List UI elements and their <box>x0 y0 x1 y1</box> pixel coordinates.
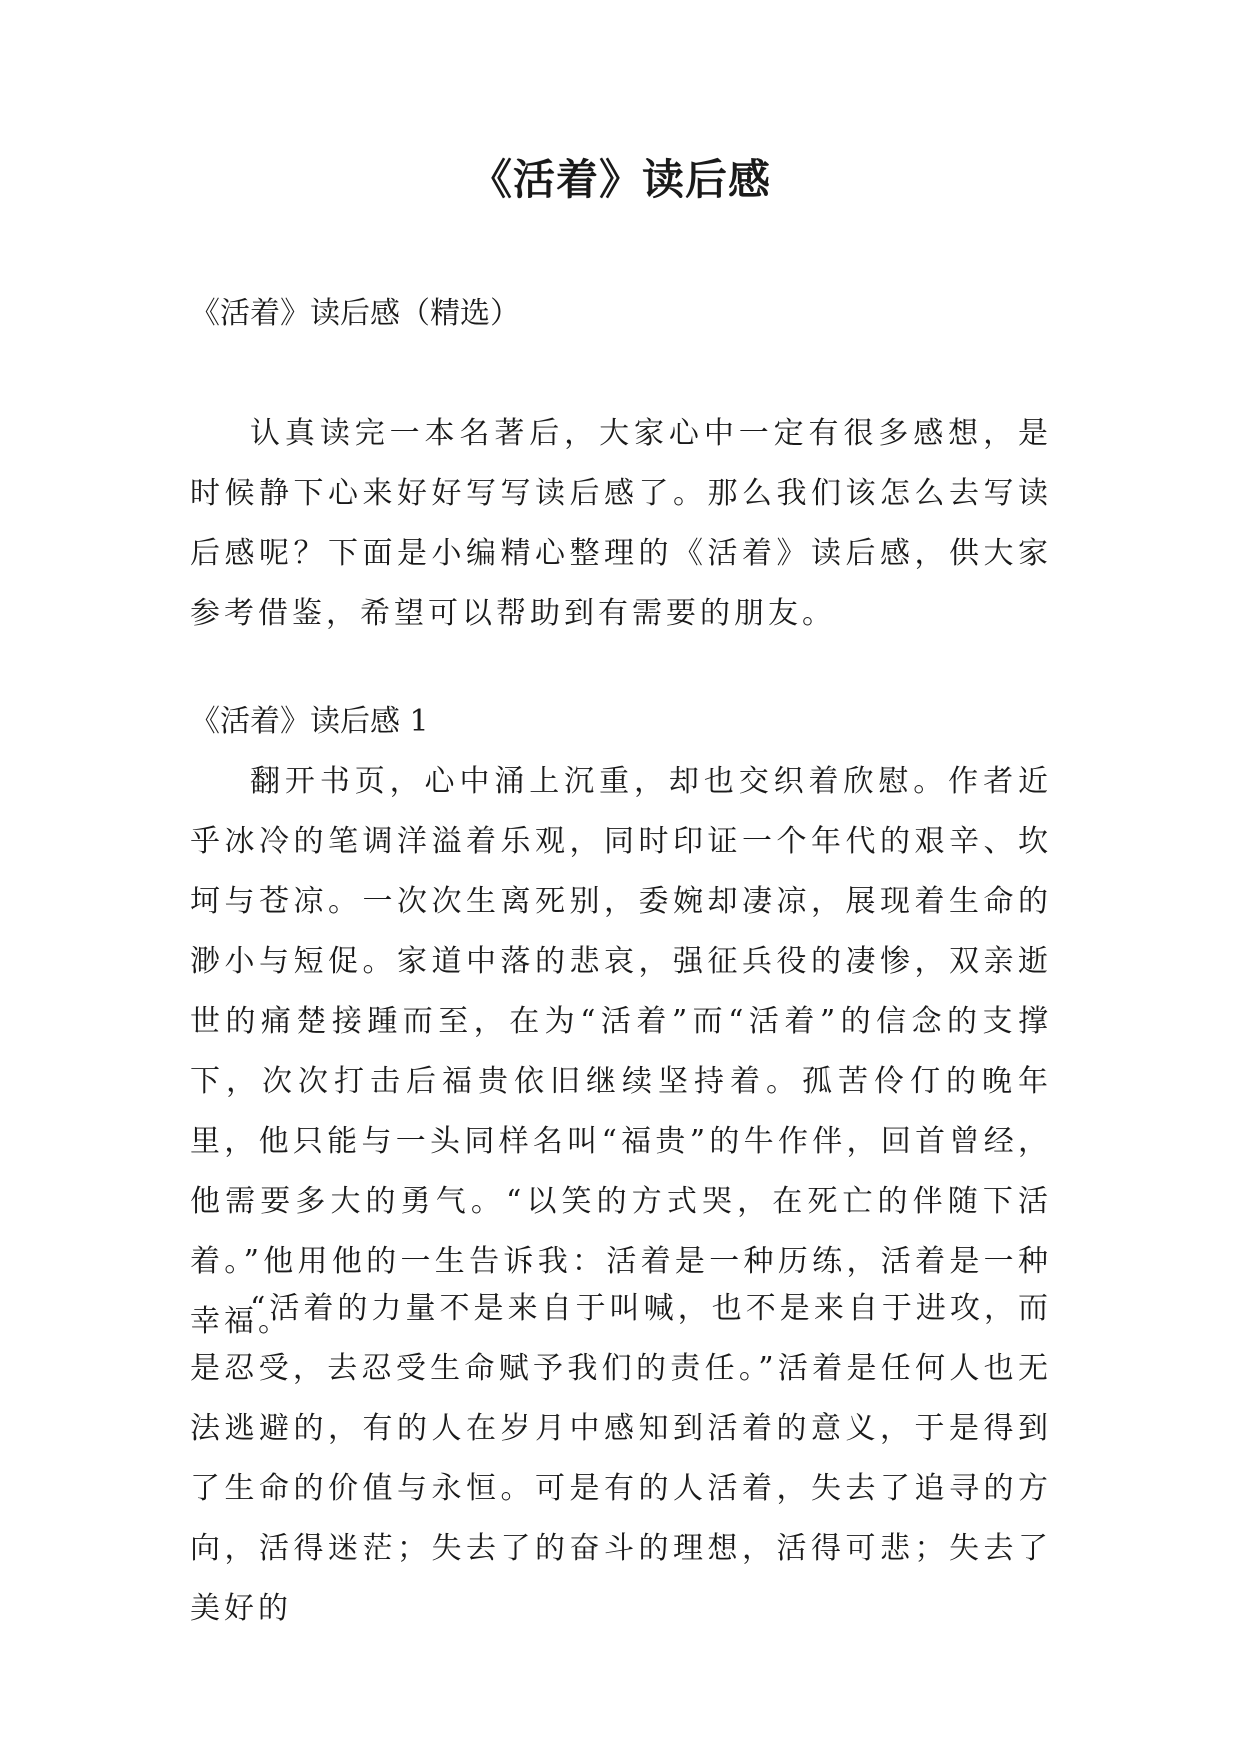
document-subtitle: 《活着》读后感（精选） <box>190 296 520 331</box>
body-paragraph-2: “活着的力量不是来自于叫喊，也不是来自于进攻，而是忍受，去忍受生命赋予我们的责任。”活着是任何人也无法逃避的，有的人在岁月中感知到活着的意义，于是得到了生命的价值与永恒。可是有的人活着，失去了追寻的方向，活得迷茫；失去了的奋斗的理想，活得可悲；失去了美好的 <box>190 1291 1052 1626</box>
document-title: 《活着》读后感 <box>469 155 771 204</box>
intro-paragraph: 认真读完一本名著后，大家心中一定有很多感想，是时候静下心来好好写写读后感了。那么我们该怎么去写读后感呢？下面是小编精心整理的《活着》读后感，供大家参考借鉴，希望可以帮助到有需要的朋友。 <box>190 416 1052 631</box>
body-paragraph-1: 翻开书页，心中涌上沉重，却也交织着欣慰。作者近乎冰冷的笔调洋溢着乐观，同时印证一个年代的艰辛、坎坷与苍凉。一次次生离死别，委婉却凄凉，展现着生命的渺小与短促。家道中落的悲哀，强征兵役的凄惨，双亲逝世的痛楚接踵而至，在为“活着”而“活着”的信念的支撑下，次次打击后福贵依旧继续坚持着。孤苦伶仃的晚年里，他只能与一头同样名叫“福贵”的牛作伴，回首曾经，他需要多大的勇气。“以笑的方式哭，在死亡的伴随下活着。”他用他的一生告诉我：活着是一种历练，活着是一种幸福。 <box>190 764 1052 1339</box>
section-heading: 《活着》读后感 1 <box>190 704 429 739</box>
